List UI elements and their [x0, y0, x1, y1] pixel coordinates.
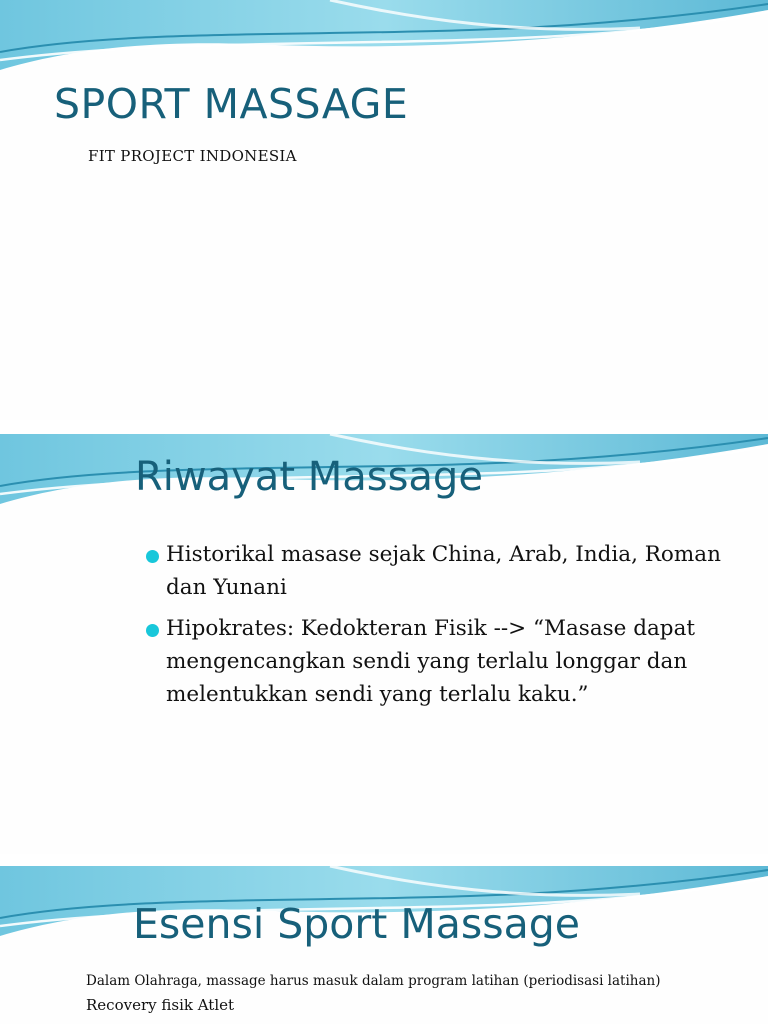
list-item	[146, 612, 726, 711]
slide-title-heading: SPORT MASSAGE	[54, 80, 409, 128]
body-paragraph: Recovery fisik Atlet	[86, 996, 235, 1014]
slide-riwayat	[0, 434, 768, 854]
slide-subtitle: FIT PROJECT INDONESIA	[88, 147, 297, 165]
bullet-text: Historikal masase sejak China, Arab, India, Roman dan Yunani	[166, 542, 721, 600]
slide-esensi	[0, 866, 768, 1024]
slide-title	[0, 0, 768, 420]
header-wave	[0, 0, 768, 80]
bullet-icon	[146, 624, 159, 637]
slide-heading: Esensi Sport Massage	[133, 900, 580, 948]
slide-heading: Riwayat Massage	[135, 454, 483, 500]
body-paragraph: Dalam Olahraga, massage harus masuk dalam program latihan (periodisasi latihan)	[86, 973, 661, 989]
slide-gap	[0, 420, 768, 434]
list-item	[146, 538, 726, 604]
slide-gap	[0, 854, 768, 866]
bullet-text: Hipokrates: Kedokteran Fisik --> “Masase dapat mengencangkan sendi yang terlalu longgar dan melentukkan sendi yang terlalu kaku.”	[166, 616, 696, 707]
bullet-icon	[146, 550, 159, 563]
slide-body	[86, 973, 686, 1014]
bullet-list	[146, 538, 726, 719]
